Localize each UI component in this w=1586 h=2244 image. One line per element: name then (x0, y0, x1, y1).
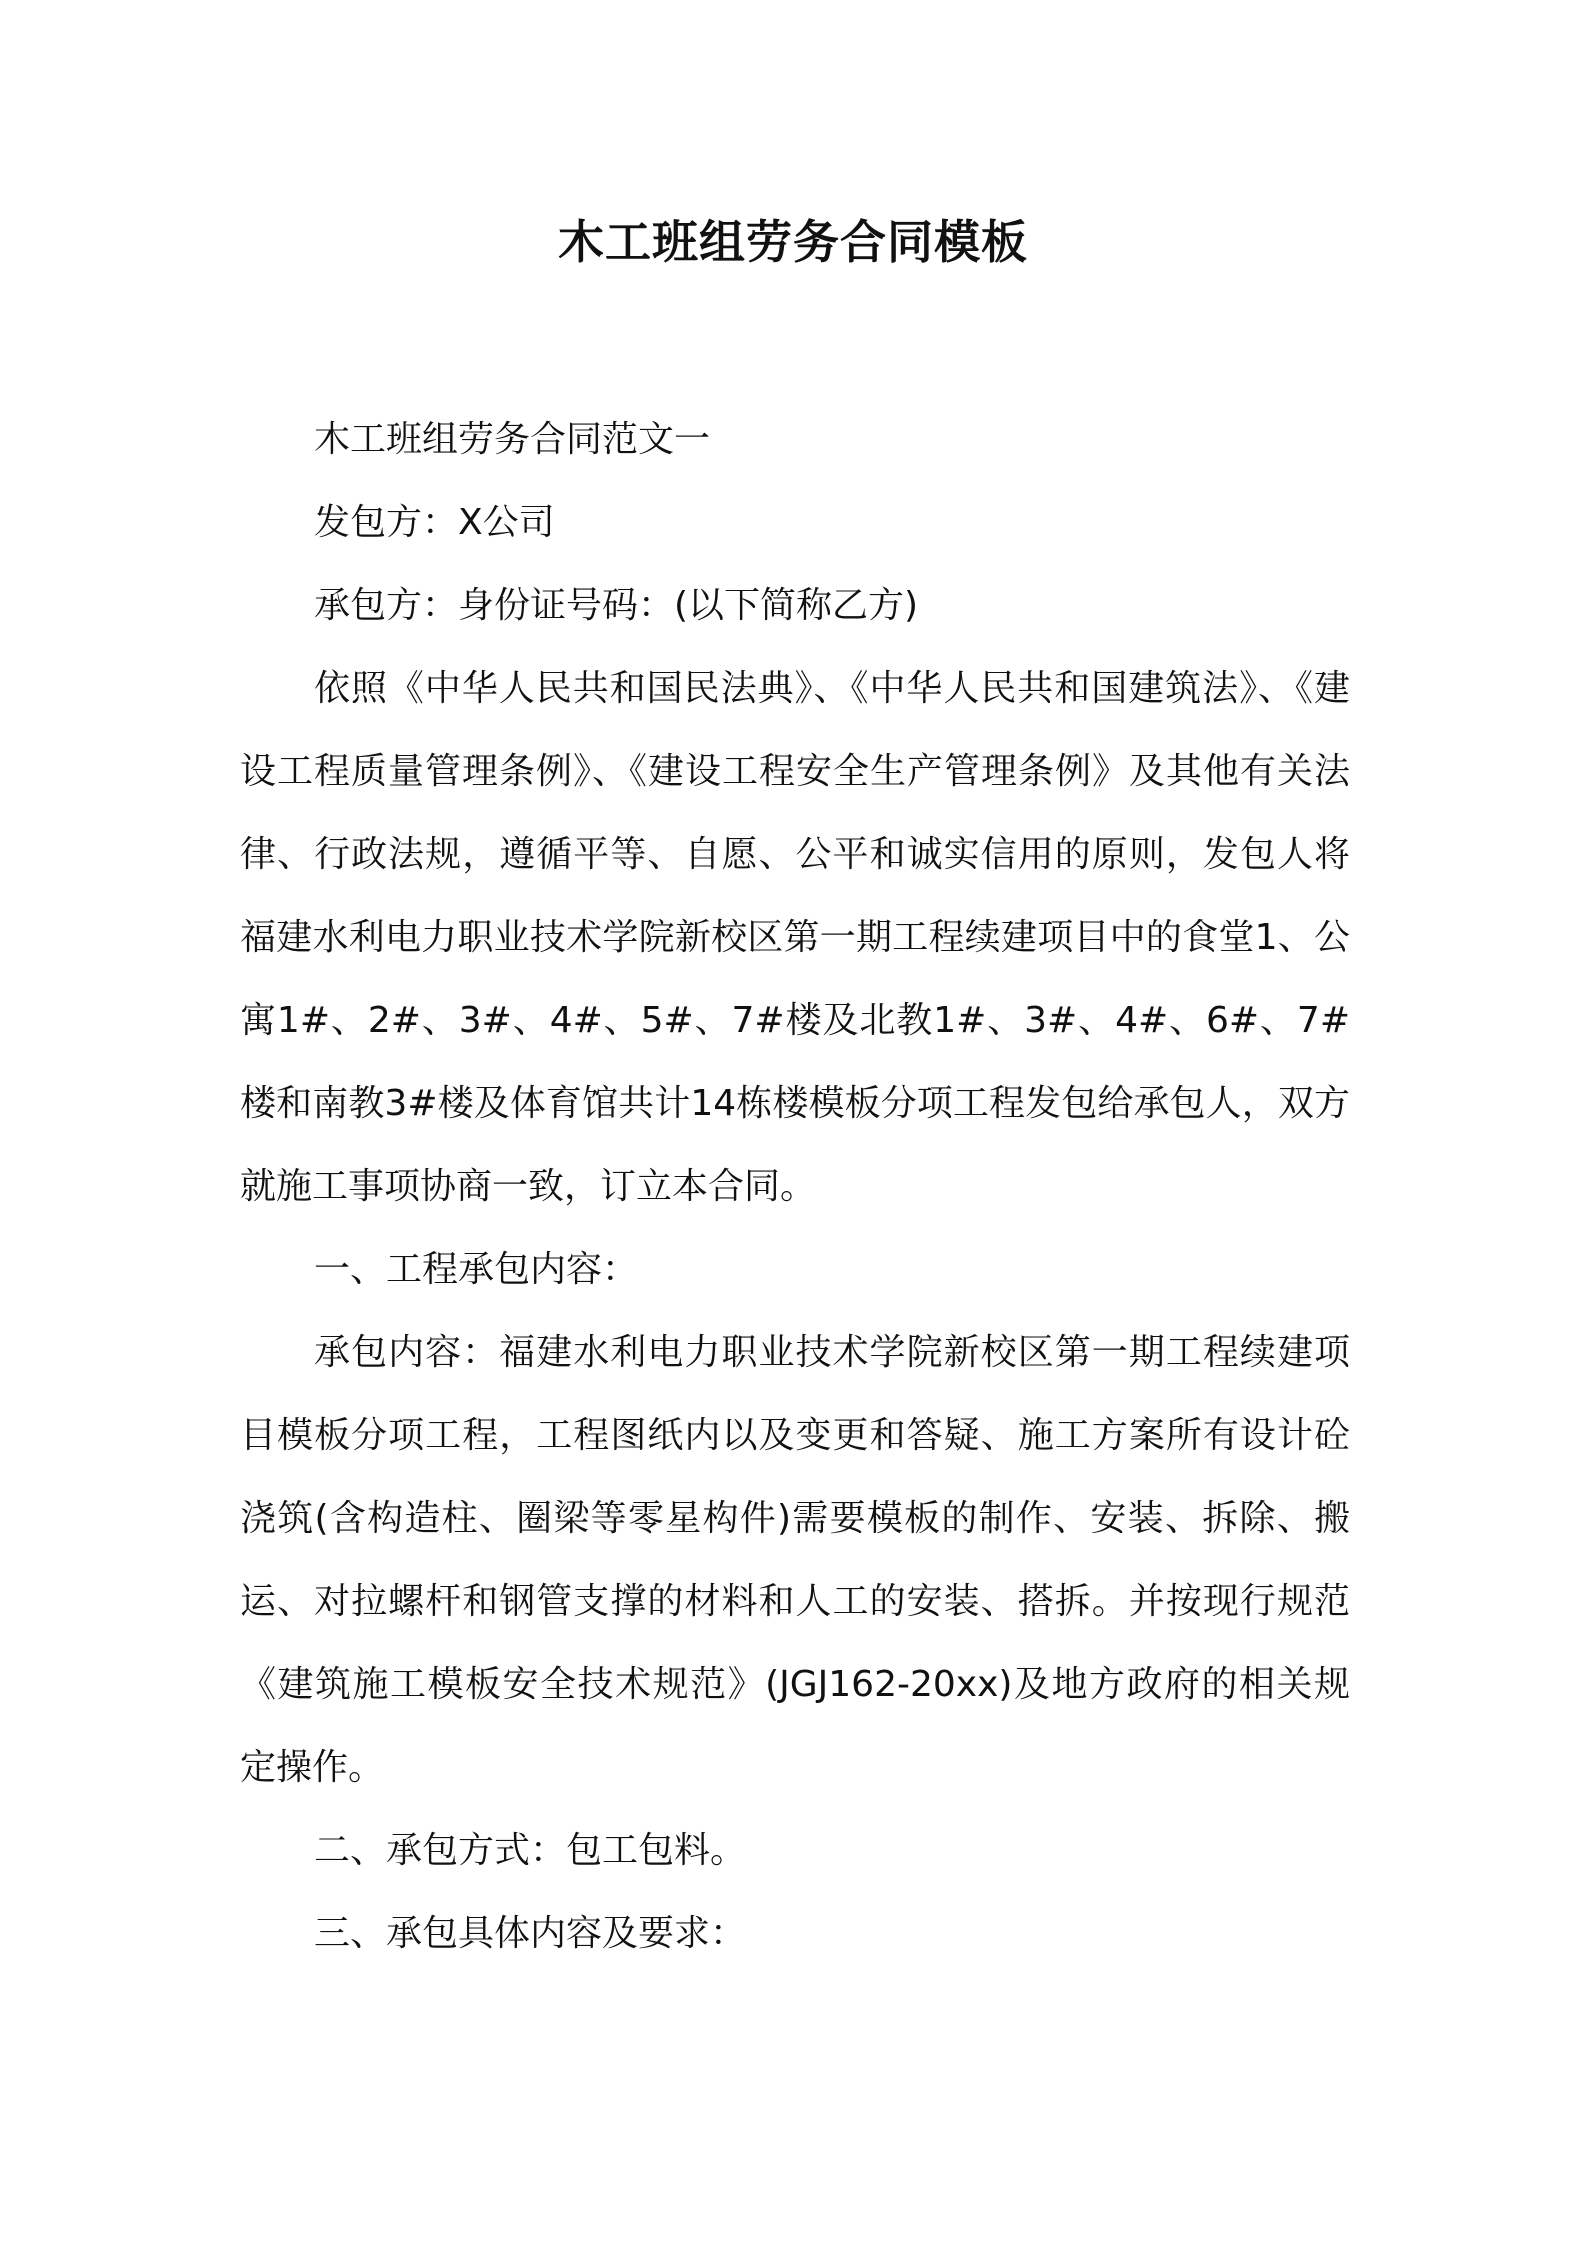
paragraph-scope: 承包内容：福建水利电力职业技术学院新校区第一期工程续建项目模板分项工程，工程图纸内以及变更和答疑、施工方案所有设计砼浇筑(含构造柱、圈梁等零星构件)需要模板的制作、安装、拆除、搬运、对拉螺杆和钢管支撑的材料和人工的安装、搭拆。并按现行规范《建筑施工模板安全技术规范》(JGJ162-20xx)及地方政府的相关规定操作。 (240, 1332, 1350, 1788)
paragraph-subtitle: 木工班组劳务合同范文一 (314, 419, 711, 460)
section-heading-3: 三、承包具体内容及要求： (314, 1913, 747, 1954)
paragraph-contractor: 承包方：身份证号码：(以下简称乙方) (314, 585, 919, 626)
document-title: 木工班组劳务合同模板 (558, 215, 1028, 269)
paragraph-employer: 发包方：X公司 (314, 502, 555, 543)
paragraph-preamble: 依照《中华人民共和国民法典》、《中华人民共和国建筑法》、《建设工程质量管理条例》、《建设工程安全生产管理条例》及其他有关法律、行政法规，遵循平等、自愿、公平和诚实信用的原则，发包人将福建水利电力职业技术学院新校区第一期工程续建项目中的食堂1、公寓1#、2#、3#、4#、5#、7#楼及北教1#、3#、4#、6#、7#楼和南教3#楼及体育馆共计14栋楼模板分项工程发包给承包人，双方就施工事项协商一致，订立本合同。 (240, 668, 1350, 1207)
document-body (240, 398, 1350, 1975)
section-heading-1: 一、工程承包内容： (314, 1249, 639, 1290)
section-heading-2: 二、承包方式：包工包料。 (314, 1830, 747, 1871)
